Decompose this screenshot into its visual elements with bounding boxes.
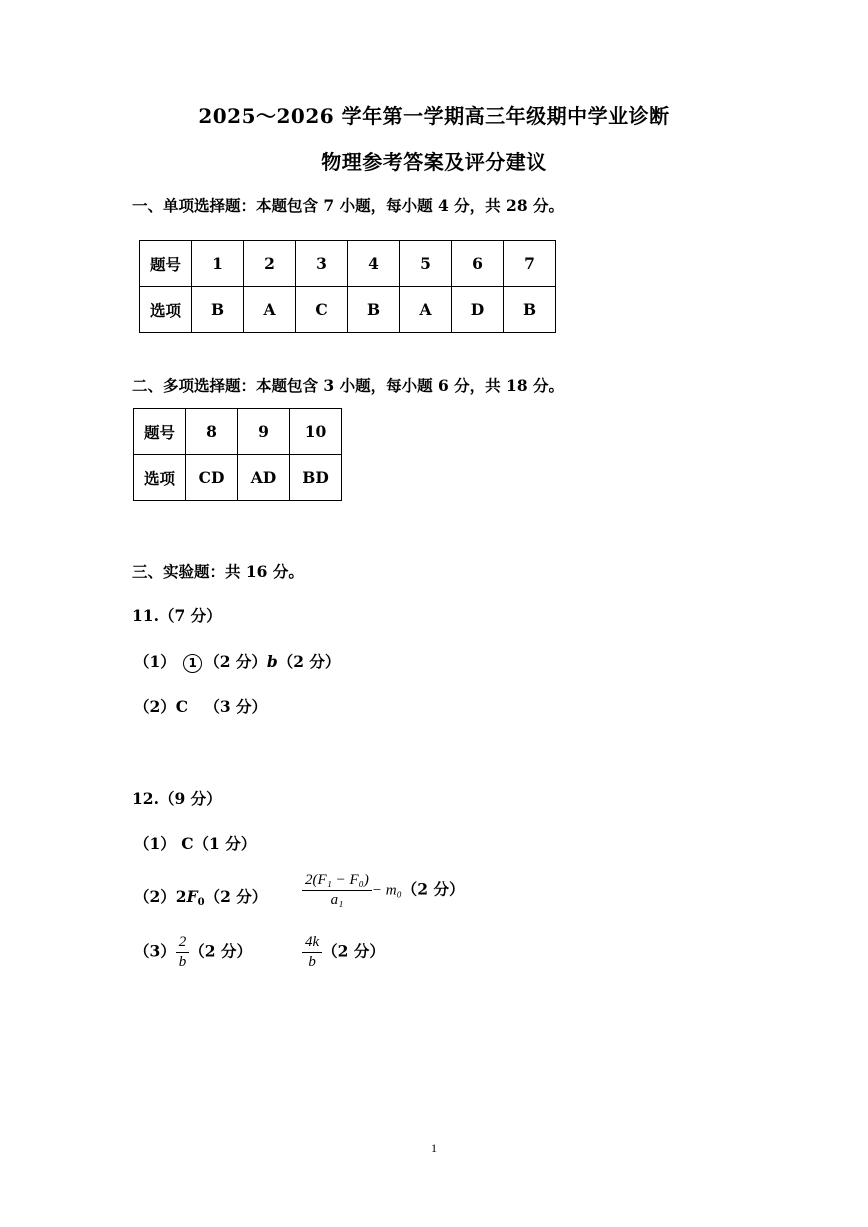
score: （2 分） bbox=[204, 652, 267, 671]
fraction-numerator: 2 bbox=[176, 934, 190, 953]
q11-part1 bbox=[134, 650, 340, 673]
question-cell: 1 bbox=[192, 241, 244, 287]
answer-cell: B bbox=[504, 287, 556, 333]
expression-tail: − m₀ bbox=[371, 882, 402, 899]
row-label-answer: 选项 bbox=[134, 455, 186, 501]
answer-variable: F bbox=[186, 887, 198, 906]
q12-part3-a bbox=[134, 934, 252, 971]
circled-number: 1 bbox=[183, 654, 202, 673]
question-cell: 3 bbox=[296, 241, 348, 287]
question-cell: 8 bbox=[186, 409, 238, 455]
fraction bbox=[176, 934, 190, 971]
row-label-question: 题号 bbox=[140, 241, 192, 287]
table-row-questions bbox=[134, 409, 342, 455]
fraction bbox=[302, 872, 372, 909]
table-row-questions bbox=[140, 241, 556, 287]
answer-cell: BD bbox=[290, 455, 342, 501]
score: （2 分） bbox=[204, 887, 268, 906]
score: （2 分） bbox=[401, 879, 465, 899]
q11-part2 bbox=[134, 695, 267, 717]
row-label-question: 题号 bbox=[134, 409, 186, 455]
page-title: 2025～2026 学年第一学期高三年级期中学业诊断 bbox=[198, 104, 670, 128]
single-choice-table bbox=[139, 240, 556, 333]
q11-label: 11.（7 分） bbox=[132, 606, 222, 625]
section2-heading: 二、多项选择题：本题包含 3 小题，每小题 6 分，共 18 分。 bbox=[132, 376, 565, 395]
part-number: （1） bbox=[134, 834, 176, 853]
score: （3 分） bbox=[204, 697, 268, 716]
page-subtitle: 物理参考答案及评分建议 bbox=[321, 150, 547, 174]
q12-part2-b bbox=[302, 872, 464, 909]
score: （2 分） bbox=[322, 941, 385, 961]
answer-subscript: 0 bbox=[197, 897, 205, 908]
score: （1 分） bbox=[193, 834, 257, 853]
answer-coefficient: 2 bbox=[175, 887, 187, 906]
score: （2 分） bbox=[189, 941, 252, 961]
fraction-denominator: b bbox=[178, 954, 187, 970]
question-cell: 4 bbox=[348, 241, 400, 287]
question-cell: 5 bbox=[400, 241, 452, 287]
part-number: （3） bbox=[134, 941, 176, 961]
part-number: （2） bbox=[134, 697, 176, 716]
answer-cell: A bbox=[400, 287, 452, 333]
question-cell: 7 bbox=[504, 241, 556, 287]
score: （2 分） bbox=[277, 652, 341, 671]
fraction-numerator: 2(F₁ − F₀) bbox=[302, 872, 372, 891]
question-cell: 9 bbox=[238, 409, 290, 455]
section3-heading: 三、实验题：共 16 分。 bbox=[132, 562, 304, 581]
row-label-answer: 选项 bbox=[140, 287, 192, 333]
answer: C bbox=[175, 697, 189, 716]
fraction bbox=[302, 934, 322, 971]
answer-cell: A bbox=[244, 287, 296, 333]
answer-cell: B bbox=[192, 287, 244, 333]
answer-cell: B bbox=[348, 287, 400, 333]
table-row-answers bbox=[140, 287, 556, 333]
multi-choice-table bbox=[133, 408, 342, 501]
answer-cell: AD bbox=[238, 455, 290, 501]
answer-variable: b bbox=[266, 652, 278, 671]
question-cell: 6 bbox=[452, 241, 504, 287]
q12-label: 12.（9 分） bbox=[132, 789, 222, 808]
question-cell: 10 bbox=[290, 409, 342, 455]
table-row-answers bbox=[134, 455, 342, 501]
page-number: 1 bbox=[431, 1141, 437, 1155]
part-number: （1） bbox=[134, 652, 176, 671]
q12-part2-a bbox=[134, 885, 267, 908]
answer: C bbox=[181, 834, 194, 853]
fraction-denominator: b bbox=[308, 954, 316, 970]
answer-cell: CD bbox=[186, 455, 238, 501]
section1-heading: 一、单项选择题：本题包含 7 小题，每小题 4 分，共 28 分。 bbox=[132, 196, 565, 215]
fraction-numerator: 4k bbox=[302, 934, 322, 953]
answer-cell: C bbox=[296, 287, 348, 333]
question-cell: 2 bbox=[244, 241, 296, 287]
q12-part3-b bbox=[302, 934, 385, 971]
part-number: （2） bbox=[134, 887, 176, 906]
answer-cell: D bbox=[452, 287, 504, 333]
fraction-denominator: a₁ bbox=[330, 892, 344, 908]
q12-part1 bbox=[134, 832, 256, 854]
